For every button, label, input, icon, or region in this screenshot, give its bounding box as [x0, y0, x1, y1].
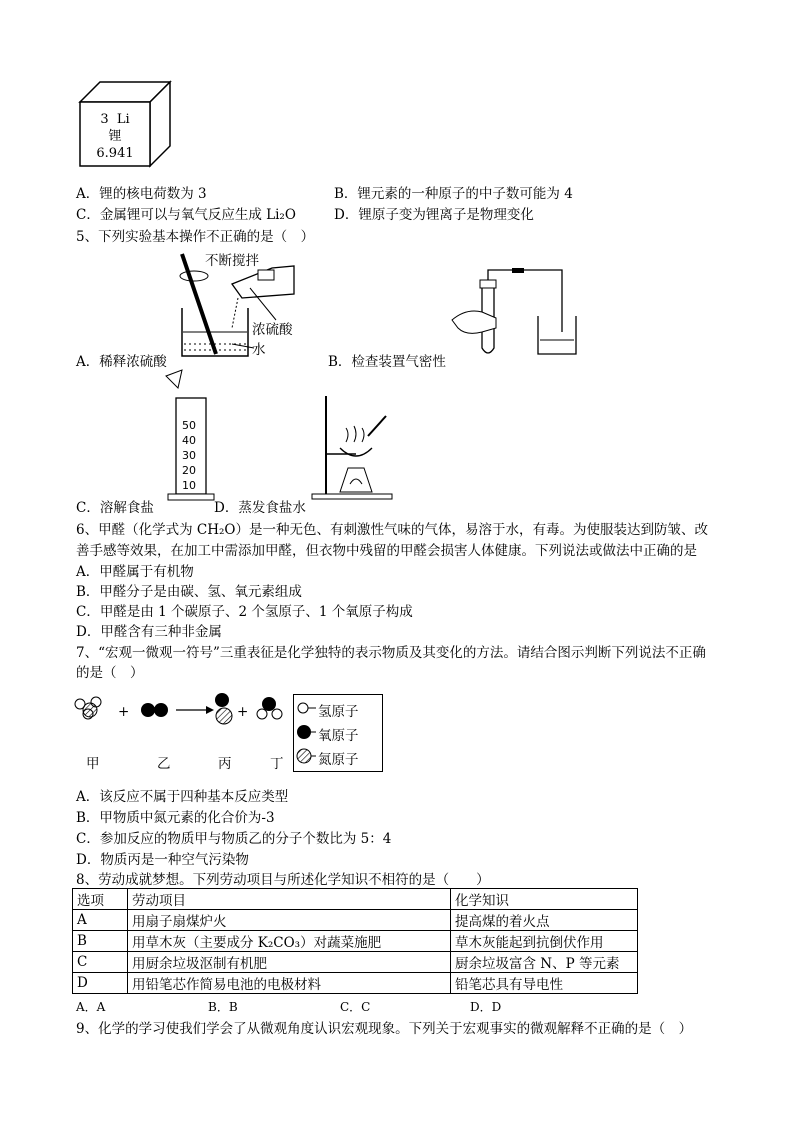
- element-symbol: Li: [116, 112, 130, 127]
- cylinder-tick-30: 30: [182, 449, 196, 462]
- cylinder-tick-40: 40: [182, 434, 196, 447]
- q7-option-d[interactable]: D．物质丙是一种空气污染物: [76, 852, 249, 868]
- table-cell: B: [73, 931, 128, 952]
- acid-label: 浓硫酸: [252, 322, 293, 338]
- q5-option-c[interactable]: C．溶解食盐: [76, 500, 154, 516]
- q7-option-c[interactable]: C．参加反应的物质甲与物质乙的分子个数比为 5：4: [76, 831, 392, 847]
- q8-answer-a[interactable]: A．A: [76, 1000, 106, 1014]
- table-cell: 用厨余垃圾沤制有机肥: [128, 952, 451, 973]
- element-name: 锂: [108, 129, 122, 144]
- table-row: [73, 952, 638, 973]
- header-option: 选项: [73, 889, 128, 910]
- water-label: 水: [252, 342, 266, 358]
- legend-nitrogen: 氮原子: [318, 752, 359, 768]
- q8-answer-c[interactable]: C．C: [340, 1000, 371, 1014]
- reaction-diagram: [72, 688, 292, 736]
- plus-sign-1: +: [118, 704, 130, 720]
- q6-stem-line1: 6、甲醛（化学式为 CH₂O）是一种无色、有刺激性气味的气体，易溶于水，有毒。为使服装达到防皱、改: [76, 522, 708, 538]
- q7-stem-line1: 7、“宏观一微观一符号”三重表征是化学独特的表示物质及其变化的方法。请结合图示判断下列说法不正确: [76, 645, 706, 661]
- q9-stem: 9、化学的学习使我们学会了从微观角度认识宏观现象。下列关于宏观事实的微观解释不正确的是（ ）: [76, 1021, 693, 1037]
- header-knowledge: 化学知识: [451, 889, 638, 910]
- table-cell: 草木灰能起到抗倒伏作用: [451, 931, 638, 952]
- legend-oxygen: 氧原子: [318, 728, 359, 744]
- q4-option-b[interactable]: B．锂元素的一种原子的中子数可能为 4: [334, 186, 573, 202]
- q7-option-a[interactable]: A．该反应不属于四种基本反应类型: [76, 789, 289, 805]
- q4-option-d[interactable]: D．锂原子变为锂离子是物理变化: [334, 207, 534, 223]
- q6-stem-line2: 善手感等效果，在加工中需添加甲醛，但衣物中残留的甲醛会损害人体健康。下列说法或做法中正确的是: [76, 543, 697, 559]
- atomic-mass: 6.941: [96, 146, 134, 161]
- q8-stem: 8、劳动成就梦想。下列劳动项目与所述化学知识不相符的是（ ）: [76, 872, 490, 888]
- plus-sign-2: +: [237, 704, 249, 720]
- table-cell: 用扇子扇煤炉火: [128, 910, 451, 931]
- table-cell: D: [73, 973, 128, 994]
- stir-label: 不断搅拌: [205, 253, 259, 269]
- table-cell: C: [73, 952, 128, 973]
- table-cell: 提高煤的着火点: [451, 910, 638, 931]
- table-row: [73, 931, 638, 952]
- q7-stem-line2: 的是（ ）: [76, 665, 144, 681]
- q6-option-b[interactable]: B．甲醛分子是由碳、氢、氧元素组成: [76, 584, 302, 600]
- q4-option-c[interactable]: C．金属锂可以与氧气反应生成 Li₂O: [76, 207, 296, 223]
- table-cell: 用草木灰（主要成分 K₂CO₃）对蔬菜施肥: [128, 931, 451, 952]
- q4-option-a[interactable]: A．锂的核电荷数为 3: [76, 186, 207, 202]
- cylinder-tick-50: 50: [182, 419, 196, 432]
- q5-stem: 5、下列实验基本操作不正确的是（ ）: [76, 229, 315, 245]
- evaporation-figure: [306, 394, 402, 500]
- table-header-row: [73, 889, 638, 910]
- header-labor: 劳动项目: [128, 889, 451, 910]
- table-cell: 用铅笔芯作简易电池的电极材料: [128, 973, 451, 994]
- table-cell: 厨余垃圾富含 N、P 等元素: [451, 952, 638, 973]
- legend-hydrogen: 氢原子: [318, 704, 359, 720]
- cylinder-tick-10: 10: [182, 479, 196, 492]
- q5-option-d[interactable]: D．蒸发食盐水: [214, 500, 306, 516]
- q8-answer-b[interactable]: B．B: [208, 1000, 238, 1014]
- labor-table: [72, 888, 638, 994]
- species-label-yi: 乙: [157, 756, 171, 772]
- q6-option-c[interactable]: C．甲醛是由 1 个碳原子、2 个氢原子、1 个氧原子构成: [76, 604, 413, 620]
- q5-option-b[interactable]: B．检查装置气密性: [328, 354, 446, 370]
- legend-symbols: [296, 698, 320, 768]
- atomic-number: 3: [100, 112, 109, 127]
- table-row: [73, 973, 638, 994]
- table-cell: A: [73, 910, 128, 931]
- cylinder-tick-20: 20: [182, 464, 196, 477]
- table-row: [73, 910, 638, 931]
- airtight-check-figure: [452, 268, 582, 360]
- q8-answer-d[interactable]: D．D: [470, 1000, 502, 1014]
- species-label-ding: 丁: [270, 756, 284, 772]
- table-cell: 铅笔芯具有导电性: [451, 973, 638, 994]
- q6-option-d[interactable]: D．甲醛含有三种非金属: [76, 624, 222, 640]
- species-label-jia: 甲: [86, 756, 100, 772]
- q5-option-a[interactable]: A．稀释浓硫酸: [76, 354, 167, 370]
- species-label-bing: 丙: [218, 756, 232, 772]
- q6-option-a[interactable]: A．甲醛属于有机物: [76, 564, 194, 580]
- q7-option-b[interactable]: B．甲物质中氮元素的化合价为-3: [76, 810, 275, 826]
